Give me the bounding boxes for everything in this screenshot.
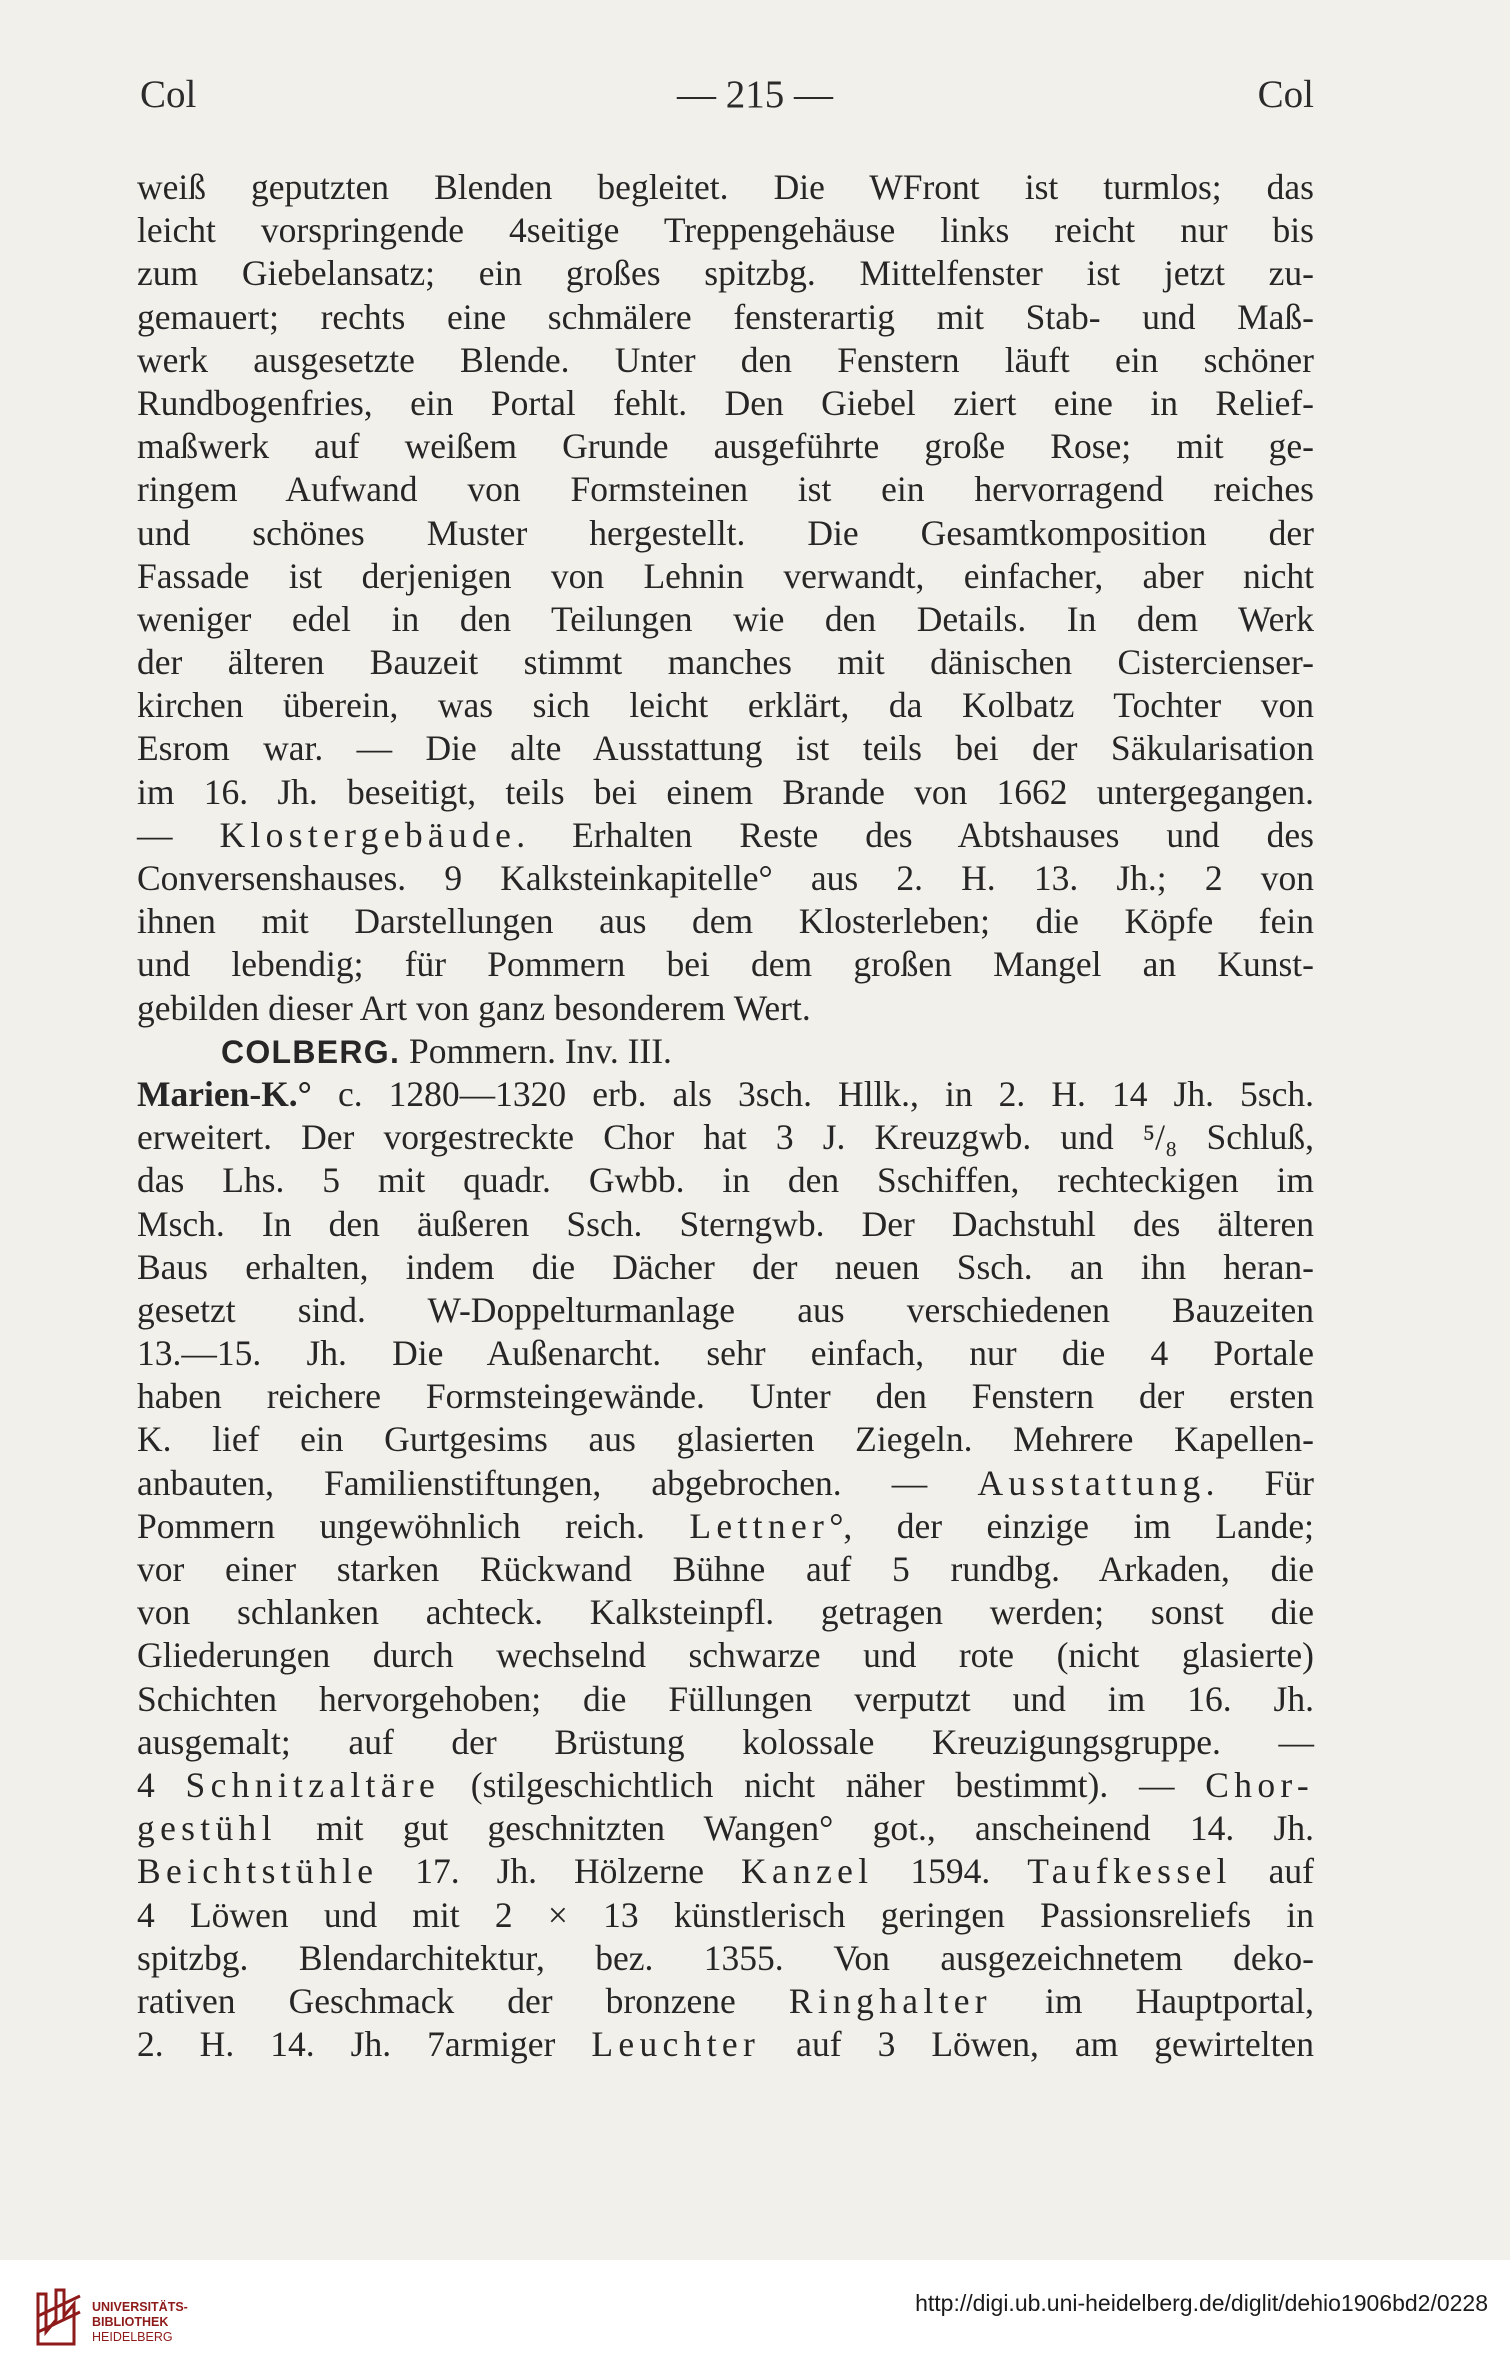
spaced-term-taufkessel: Taufkessel — [1027, 1851, 1232, 1892]
text-line: ihnen mit Darstellungen aus dem Klosterleben; die Köpfe fein — [137, 901, 1314, 942]
text-line: Fassade ist derjenigen von Lehnin verwandt, einfacher, aber nicht — [137, 555, 1314, 596]
text-line — [137, 1764, 1314, 1807]
text-line: vor einer starken Rückwand Bühne auf 5 rundbg. Arkaden, die — [137, 1549, 1314, 1589]
text-line: 13.—15. Jh. Die Außenarcht. sehr einfach, nur die 4 Portale — [137, 1333, 1314, 1374]
spaced-term-ringhalter: Ringhalter — [788, 1980, 992, 2021]
library-name-line: BIBLIOTHEK — [92, 2315, 169, 2329]
text-line: weniger edel in den Teilungen wie den Details. In dem Werk — [137, 598, 1314, 639]
text-line: ausgemalt; auf der Brüstung kolossale Kreuzigungsgruppe. — — [137, 1721, 1314, 1762]
text-line: Msch. In den äußeren Ssch. Sterngwb. Der Dachstuhl des älteren — [137, 1203, 1314, 1244]
text-line: K. lief ein Gurtgesims aus glasierten Ziegeln. Mehrere Kapellen- — [137, 1419, 1314, 1460]
text-line: gesetzt sind. W-Doppelturmanlage aus verschiedenen Bauzeiten — [137, 1289, 1314, 1330]
line-text: 2. H. 14. Jh. 7armiger — [137, 2024, 592, 2065]
text-line: und schönes Muster hergestellt. Die Gesamtkomposition der — [137, 512, 1314, 553]
text-line: werk ausgesetzte Blende. Unter den Fenstern läuft ein schöner — [137, 339, 1314, 380]
text-line: Rundbogenfries, ein Portal fehlt. Den Giebel ziert eine in Relief- — [137, 382, 1314, 423]
text-line — [137, 1807, 1314, 1850]
text-line: leicht vorspringende 4seitige Treppengehäuse links reicht nur bis — [137, 210, 1314, 251]
spaced-term-lettner: Lettner — [689, 1505, 830, 1546]
line-text: auf 3 Löwen, am gewirtelten — [760, 2024, 1314, 2065]
digitization-footer — [0, 2260, 1510, 2370]
spaced-term-chorgestuehl-end: gestühl — [137, 1808, 277, 1849]
spaced-term-chorgestuehl: Chor- — [1205, 1764, 1315, 1805]
line-text: rativen Geschmack der bronzene — [137, 1980, 789, 2021]
text-line: Gliederungen durch wechselnd schwarze und rote (nicht glasierte) — [137, 1635, 1314, 1676]
text-line: im 16. Jh. beseitigt, teils bei einem Brande von 1662 untergegangen. — [137, 771, 1314, 812]
text-line: ringem Aufwand von Formsteinen ist ein hervorragend reiches — [137, 469, 1314, 510]
permalink-url[interactable]: http://digi.ub.uni-heidelberg.de/diglit/dehio1906bd2/0228 — [915, 2290, 1488, 2316]
line-text: — — [137, 814, 220, 855]
line-text: 1594. — [873, 1851, 1028, 1892]
line-text: mit gut geschnitzten Wangen° got., anscheinend 14. Jh. — [276, 1808, 1314, 1849]
text-line — [137, 1462, 1314, 1505]
text-line: 4 Löwen und mit 2 × 13 künstlerisch geringen Passionsreliefs in — [137, 1894, 1314, 1935]
church-name-marien-k: Marien-K.° — [137, 1073, 312, 1114]
line-text: . Erhalten Reste des Abtshauses und des — [516, 814, 1315, 855]
line-text: Pommern ungewöhnlich reich. — [137, 1505, 690, 1546]
spaced-term-schnitzaltaere: Schnitzaltäre — [185, 1764, 441, 1805]
text-line: maßwerk auf weißem Grunde ausgeführte große Rose; mit ge- — [137, 426, 1314, 467]
text-line: haben reichere Formsteingewände. Unter den Fenstern der ersten — [137, 1376, 1314, 1417]
line-text: . Für — [1205, 1462, 1314, 1503]
library-name-line: UNIVERSITÄTS- — [92, 2300, 188, 2314]
line-text: Pommern. Inv. III. — [400, 1030, 672, 1071]
text-line — [137, 2023, 1314, 2066]
body-text — [137, 166, 1314, 2066]
spaced-term-kanzel: Kanzel — [740, 1851, 874, 1892]
text-line: Schichten hervorgehoben; die Füllungen verputzt und im 16. Jh. — [137, 1678, 1314, 1719]
running-head-left: Col — [140, 73, 197, 116]
text-line: von schlanken achteck. Kalksteinpfl. getragen werden; sonst die — [137, 1592, 1314, 1633]
text-line: und lebendig; für Pommern bei dem großen Mangel an Kunst- — [137, 944, 1314, 985]
running-head-right: Col — [1257, 73, 1314, 116]
line-text: °, der einzige im Lande; — [829, 1505, 1314, 1546]
spaced-term-leuchter: Leuchter — [591, 2024, 761, 2065]
page-number: — 215 — — [677, 73, 833, 116]
text-line — [137, 1980, 1314, 2023]
text-line — [137, 1073, 1314, 1116]
line-text: c. 1280—1320 erb. als 3sch. Hllk., in 2. H. 14 Jh. 5sch. — [311, 1073, 1314, 1114]
text-line: Baus erhalten, indem die Dächer der neuen Ssch. an ihn heran- — [137, 1246, 1314, 1287]
line-text: 17. Jh. Hölzerne — [378, 1851, 741, 1892]
text-line: gebilden dieser Art von ganz besonderem Wert. — [137, 987, 811, 1028]
text-line: gemauert; rechts eine schmälere fensterartig mit Stab- und Maß- — [137, 296, 1314, 337]
text-line: weiß geputzten Blenden begleitet. Die WFront ist turmlos; das — [137, 167, 1314, 207]
text-line: Esrom war. — Die alte Ausstattung ist teils bei der Säkularisation — [137, 728, 1314, 769]
text-line: erweitert. Der vorgestreckte Chor hat 3 J. Kreuzgwb. und ⁵/₈ Schluß, — [137, 1117, 1314, 1158]
library-name — [92, 2300, 188, 2345]
line-text: (stilgeschichtlich nicht näher bestimmt). — — [440, 1764, 1206, 1805]
spaced-heading-ausstattung: Ausstattung — [977, 1462, 1206, 1503]
text-line — [137, 814, 1314, 857]
place-name-colberg: COLBERG. — [221, 1033, 401, 1070]
text-line: zum Giebelansatz; ein großes spitzbg. Mittelfenster ist jetzt zu- — [137, 253, 1314, 294]
university-library-logo-icon — [34, 2286, 84, 2348]
text-line: Conversenshauses. 9 Kalksteinkapitelle° aus 2. H. 13. Jh.; 2 von — [137, 858, 1314, 898]
spaced-heading-klostergebaeude: Klostergebäude — [219, 814, 517, 855]
text-line: kirchen überein, was sich leicht erklärt, da Kolbatz Tochter von — [137, 685, 1314, 726]
entry-heading-line — [137, 1030, 1314, 1073]
library-name-line: HEIDELBERG — [92, 2330, 173, 2344]
line-text: auf — [1231, 1851, 1314, 1892]
text-line: das Lhs. 5 mit quadr. Gwbb. in den Sschiffen, rechteckigen im — [137, 1160, 1314, 1201]
line-text: anbauten, Familienstiftungen, abgebrochen. — — [137, 1462, 978, 1503]
line-text: 4 — [137, 1764, 186, 1805]
text-line — [137, 1505, 1314, 1548]
spaced-term-beichtstuehle: Beichtstühle — [137, 1851, 379, 1892]
line-text: im Hauptportal, — [991, 1980, 1314, 2021]
text-line: spitzbg. Blendarchitektur, bez. 1355. Von ausgezeichnetem deko- — [137, 1937, 1314, 1978]
text-line — [137, 1850, 1314, 1893]
text-line: der älteren Bauzeit stimmt manches mit dänischen Cistercienser- — [137, 642, 1314, 683]
